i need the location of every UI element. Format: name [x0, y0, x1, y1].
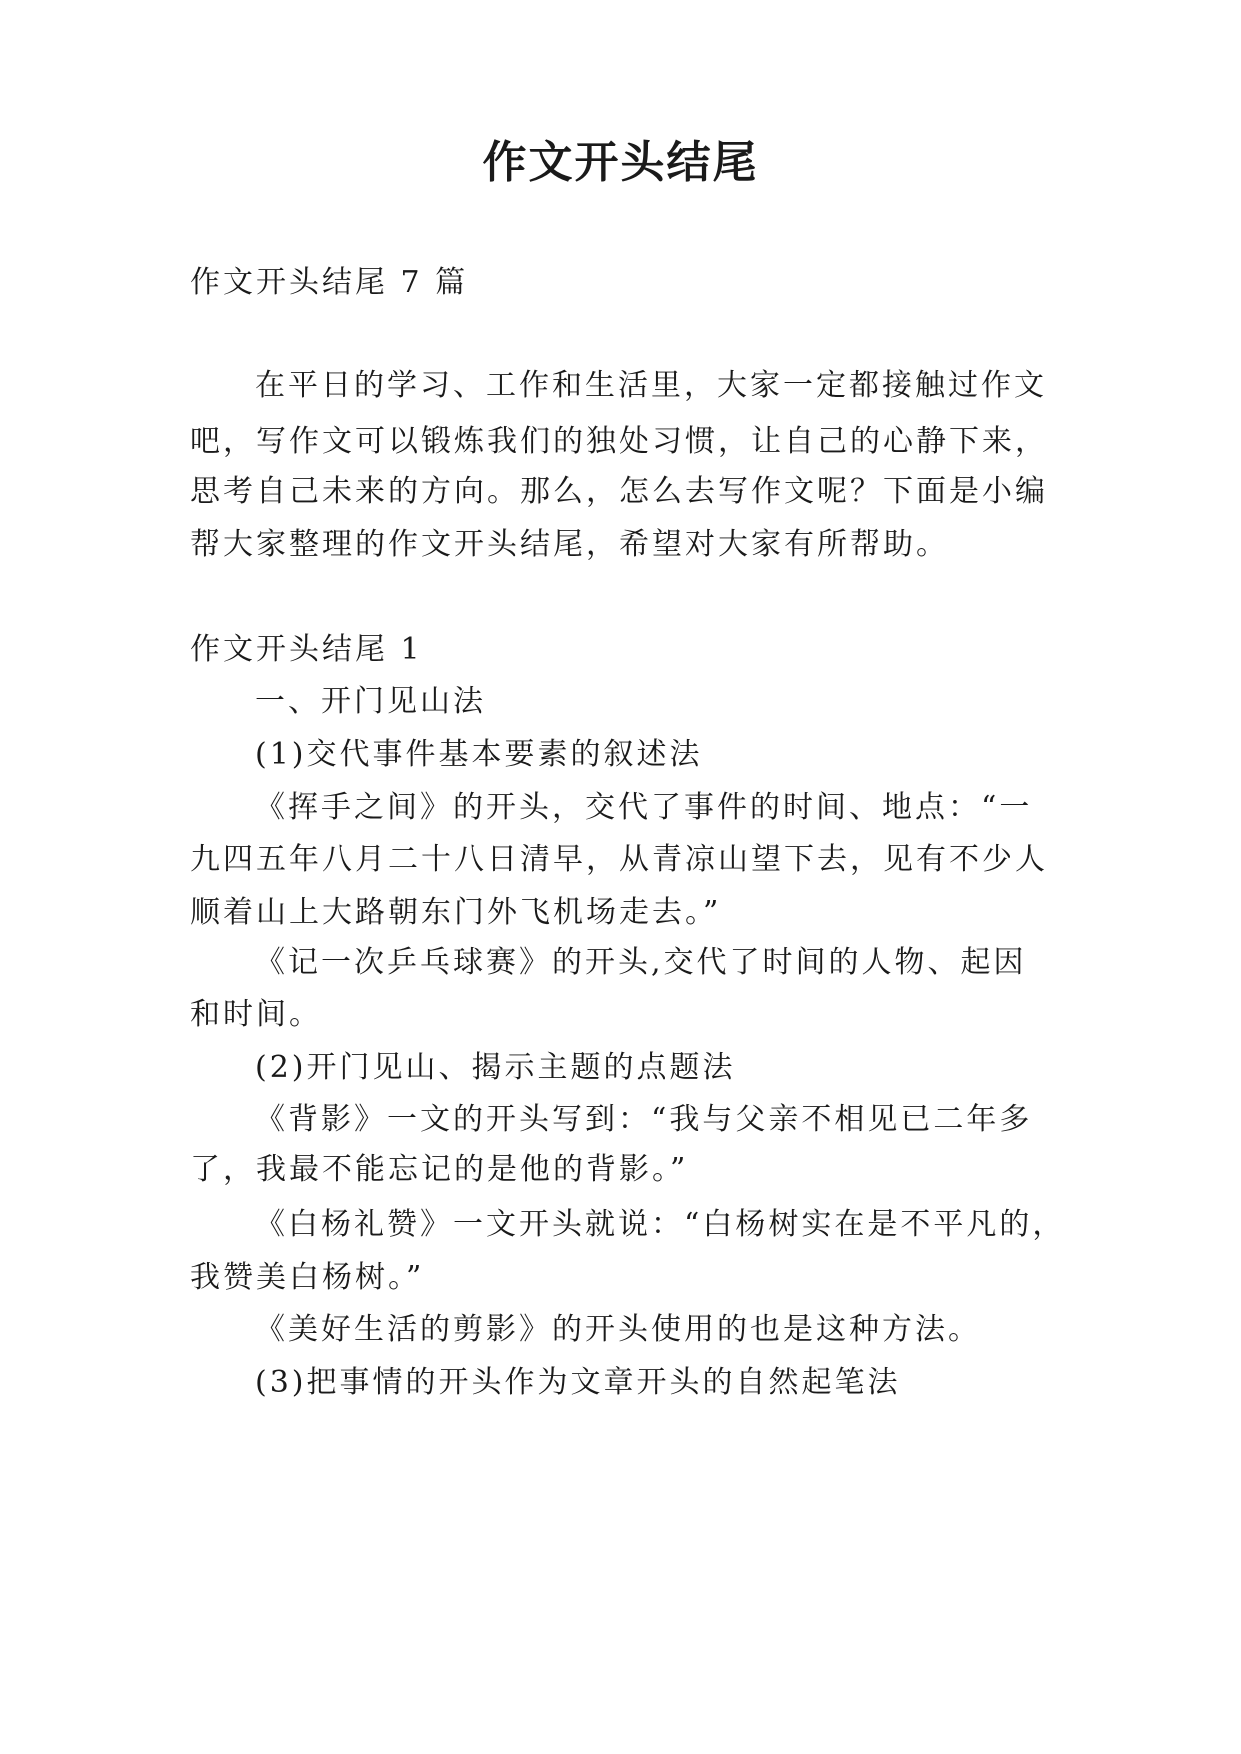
item2-para1-line-2: 了，我最不能忘记的是他的背影。”: [190, 1152, 689, 1187]
item2-para1-line-1: 《背影》一文的开头写到：“我与父亲不相见已二年多: [255, 1102, 1033, 1137]
item2-para2-line-1: 《白杨礼赞》一文开头就说：“白杨树实在是不平凡的，: [255, 1207, 1066, 1242]
section-heading: 作文开头结尾 1: [190, 632, 423, 667]
item1-para2-line-2: 和时间。: [190, 997, 322, 1032]
document-title: 作文开头结尾: [482, 137, 759, 188]
item2-para2-line-2: 我赞美白杨树。”: [190, 1260, 425, 1295]
item2-label: (2)开门见山、揭示主题的点题法: [255, 1050, 736, 1085]
item1-label: (1)交代事件基本要素的叙述法: [255, 737, 703, 772]
item1-para2-line-1: 《记一次乒乓球赛》的开头,交代了时间的人物、起因: [255, 945, 1027, 980]
intro-line-4: 帮大家整理的作文开头结尾，希望对大家有所帮助。: [190, 527, 949, 562]
subtitle: 作文开头结尾 7 篇: [190, 265, 469, 300]
item1-para1-line-3: 顺着山上大路朝东门外飞机场走去。”: [190, 895, 722, 930]
item1-para1-line-1: 《挥手之间》的开头，交代了事件的时间、地点：“一: [255, 790, 1033, 825]
intro-line-2: 吧，写作文可以锻炼我们的独处习惯，让自己的心静下来，: [190, 424, 1048, 459]
item1-para1-line-2: 九四五年八月二十八日清早，从青凉山望下去，见有不少人: [190, 842, 1048, 877]
intro-line-3: 思考自己未来的方向。那么，怎么去写作文呢？下面是小编: [190, 474, 1048, 509]
intro-line-1: 在平日的学习、工作和生活里，大家一定都接触过作文: [255, 368, 1047, 403]
item2-para3: 《美好生活的剪影》的开头使用的也是这种方法。: [255, 1312, 981, 1347]
item3-label: (3)把事情的开头作为文章开头的自然起笔法: [255, 1365, 901, 1400]
method-heading: 一、开门见山法: [255, 684, 486, 719]
